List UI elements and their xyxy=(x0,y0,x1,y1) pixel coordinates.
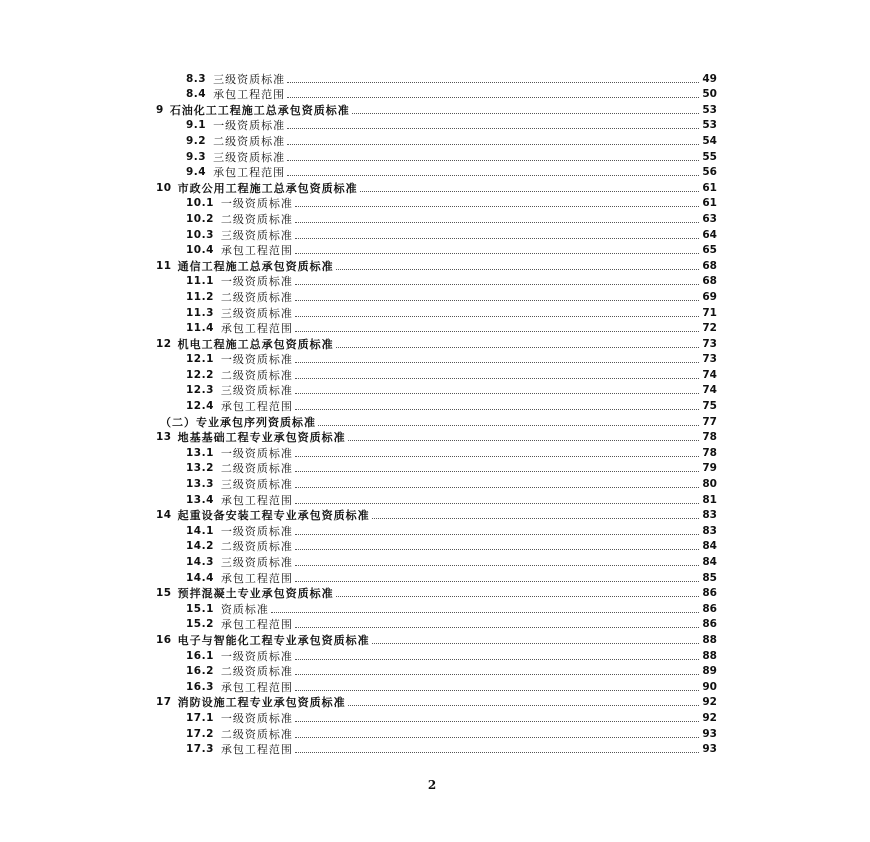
toc-entry-page-number: 53 xyxy=(702,103,717,116)
toc-subsection-entry[interactable] xyxy=(156,226,717,242)
toc-entry-title: 二级资质标准 xyxy=(220,727,293,741)
toc-entry-page-number: 83 xyxy=(702,524,717,537)
toc-entry-number: 9 xyxy=(156,103,164,116)
toc-subsection-entry[interactable] xyxy=(156,553,717,569)
toc-entry-page-number: 89 xyxy=(702,665,717,678)
dot-leader xyxy=(336,269,699,270)
toc-entry-number: 9.1 xyxy=(186,119,207,132)
toc-entry-number: 14.4 xyxy=(186,571,214,584)
toc-entry-number: 15.1 xyxy=(186,602,214,615)
dot-leader xyxy=(287,97,699,98)
toc-entry-title: 三级资质标准 xyxy=(220,384,293,398)
toc-entry-title: 一级资质标准 xyxy=(220,197,293,211)
toc-entry-title: 二级资质标准 xyxy=(220,368,293,382)
toc-entry-title: 预拌混凝土专业承包资质标准 xyxy=(177,587,334,601)
toc-subsection-entry[interactable] xyxy=(156,70,717,86)
toc-subsection-entry[interactable] xyxy=(156,288,717,304)
toc-entry-page-number: 88 xyxy=(702,633,717,646)
dot-leader xyxy=(318,425,699,426)
dot-leader xyxy=(295,487,699,488)
toc-entry-page-number: 79 xyxy=(702,462,717,475)
dot-leader xyxy=(295,690,699,691)
toc-section-entry[interactable] xyxy=(156,507,717,523)
toc-entry-title: 通信工程施工总承包资质标准 xyxy=(177,259,334,273)
toc-entry-page-number: 86 xyxy=(702,602,717,615)
toc-entry-title: 二级资质标准 xyxy=(213,134,286,148)
toc-subsection-entry[interactable] xyxy=(156,366,717,382)
dot-leader xyxy=(295,409,699,410)
dot-leader xyxy=(348,705,699,706)
toc-entry-number: 15.2 xyxy=(186,618,214,631)
toc-entry-title: 承包工程范围 xyxy=(213,166,286,180)
toc-entry-page-number: 86 xyxy=(702,618,717,631)
toc-subsection-entry[interactable] xyxy=(156,210,717,226)
toc-entry-number: 14 xyxy=(156,509,172,522)
toc-entry-page-number: 64 xyxy=(702,228,717,241)
toc-subsection-entry[interactable] xyxy=(156,491,717,507)
toc-section-entry[interactable] xyxy=(156,101,717,117)
toc-entry-page-number: 54 xyxy=(702,134,717,147)
toc-entry-number: 16.1 xyxy=(186,649,214,662)
toc-entry-page-number: 88 xyxy=(702,649,717,662)
toc-entry-number: 10.3 xyxy=(186,228,214,241)
toc-entry-title: 二级资质标准 xyxy=(220,212,293,226)
toc-entry-page-number: 56 xyxy=(702,166,717,179)
dot-leader xyxy=(295,206,699,207)
toc-subsection-entry[interactable] xyxy=(156,382,717,398)
page-number: 2 xyxy=(427,778,437,792)
dot-leader xyxy=(295,737,699,738)
dot-leader xyxy=(295,721,699,722)
toc-entry-title: 一级资质标准 xyxy=(220,353,293,367)
dot-leader xyxy=(295,456,699,457)
toc-entry-page-number: 85 xyxy=(702,571,717,584)
toc-entry-page-number: 63 xyxy=(702,212,717,225)
toc-entry-number: 12.3 xyxy=(186,384,214,397)
toc-subsection-entry[interactable] xyxy=(156,741,717,757)
toc-entry-title: 二级资质标准 xyxy=(220,665,293,679)
toc-entry-number: 17.1 xyxy=(186,711,214,724)
toc-entry-page-number: 92 xyxy=(702,696,717,709)
toc-entry-title: 一级资质标准 xyxy=(220,649,293,663)
toc-entry-title: 三级资质标准 xyxy=(220,556,293,569)
toc-entry-title: 二级资质标准 xyxy=(220,540,293,554)
toc-entry-page-number: 72 xyxy=(702,322,717,335)
toc-entry-page-number: 65 xyxy=(702,244,717,257)
toc-entry-title: 承包工程范围 xyxy=(220,322,293,336)
toc-entry-number: 13.4 xyxy=(186,493,214,506)
toc-entry-page-number: 55 xyxy=(702,150,717,163)
toc-subsection-entry[interactable] xyxy=(156,460,717,476)
toc-entry-page-number: 69 xyxy=(702,290,717,303)
toc-subsection-entry[interactable] xyxy=(156,538,717,554)
toc-entry-number: 11 xyxy=(156,259,172,272)
toc-entry-title: 二级资质标准 xyxy=(220,462,293,476)
toc-entry-title: 承包工程范围 xyxy=(220,680,293,694)
toc-entry-number: 11.3 xyxy=(186,306,214,319)
toc-subsection-entry[interactable] xyxy=(156,647,717,663)
toc-subsection-entry[interactable] xyxy=(156,351,717,367)
toc-entry-number: 8.3 xyxy=(186,72,207,85)
dot-leader xyxy=(287,128,699,129)
toc-entry-number: 16.3 xyxy=(186,680,214,693)
toc-entry-page-number: 50 xyxy=(702,88,717,101)
toc-entry-title: 一级资质标准 xyxy=(220,524,293,538)
dot-leader xyxy=(295,393,699,394)
toc-subsection-entry[interactable] xyxy=(156,709,717,725)
toc-entry-number: 14.1 xyxy=(186,524,214,537)
toc-entry-page-number: 77 xyxy=(702,415,717,428)
toc-section-entry[interactable] xyxy=(156,257,717,273)
toc-entry-number: 12 xyxy=(156,337,172,350)
dot-leader xyxy=(295,316,699,317)
toc-entry-page-number: 84 xyxy=(702,540,717,553)
toc-entry-title: 地基基础工程专业承包资质标准 xyxy=(177,431,346,445)
toc-entry-number: 16.2 xyxy=(186,665,214,678)
dot-leader xyxy=(295,659,699,660)
toc-entry-title: 起重设备安装工程专业承包资质标准 xyxy=(177,509,370,523)
toc-entry-title: 承包工程范围 xyxy=(220,493,293,507)
toc-subsection-entry[interactable] xyxy=(156,195,717,211)
dot-leader xyxy=(295,534,699,535)
dot-leader xyxy=(295,674,699,675)
dot-leader xyxy=(287,82,699,83)
toc-section-entry[interactable] xyxy=(156,335,717,351)
toc-subsection-entry[interactable] xyxy=(156,569,717,585)
toc-entry-number: 9.4 xyxy=(186,166,207,179)
toc-subsection-entry[interactable] xyxy=(156,678,717,694)
toc-entry-number: 14.2 xyxy=(186,540,214,553)
toc-entry-number: 14.3 xyxy=(186,556,214,568)
toc-entry-page-number: 81 xyxy=(702,493,717,506)
toc-entry-number: 13.3 xyxy=(186,478,214,491)
toc-subsection-entry[interactable] xyxy=(156,304,717,320)
toc-entry-title: 一级资质标准 xyxy=(220,275,293,289)
toc-entry-title: 机电工程施工总承包资质标准 xyxy=(177,337,334,351)
toc-entry-title: 一级资质标准 xyxy=(220,446,293,460)
dot-leader xyxy=(295,471,699,472)
toc-entry-title: 一级资质标准 xyxy=(220,711,293,725)
toc-entry-number: 12.1 xyxy=(186,353,214,366)
toc-entry-number: 17.3 xyxy=(186,743,214,756)
toc-subsection-entry[interactable] xyxy=(156,663,717,679)
toc-subsection-entry[interactable] xyxy=(156,148,717,164)
toc-subsection-entry[interactable] xyxy=(156,444,717,460)
toc-subsection-entry[interactable] xyxy=(156,242,717,258)
toc-section-entry[interactable] xyxy=(156,413,717,429)
toc-entry-page-number: 71 xyxy=(702,306,717,319)
toc-entry-number: 17.2 xyxy=(186,727,214,740)
dot-leader xyxy=(295,565,699,566)
toc-entry-page-number: 93 xyxy=(702,727,717,740)
dot-leader xyxy=(295,378,699,379)
toc-entry-title: 资质标准 xyxy=(220,602,269,616)
toc-subsection-entry[interactable] xyxy=(156,616,717,632)
toc-entry-title: 承包工程范围 xyxy=(220,244,293,258)
dot-leader xyxy=(336,347,699,348)
toc-section-entry[interactable] xyxy=(156,631,717,647)
dot-leader xyxy=(348,440,699,441)
toc-entry-title: 承包工程范围 xyxy=(220,400,293,414)
toc-entry-number: 13 xyxy=(156,431,172,444)
dot-leader xyxy=(360,191,699,192)
toc-section-entry[interactable] xyxy=(156,694,717,710)
toc-entry-title: 石油化工工程施工总承包资质标准 xyxy=(169,103,350,117)
toc-entry-page-number: 73 xyxy=(702,353,717,366)
toc-entry-number: 12.2 xyxy=(186,368,214,381)
toc-subsection-entry[interactable] xyxy=(156,117,717,133)
toc-entry-page-number: 84 xyxy=(702,556,717,568)
toc-section-entry[interactable] xyxy=(156,585,717,601)
dot-leader xyxy=(287,175,699,176)
toc-entry-page-number: 74 xyxy=(702,384,717,397)
toc-entry-title: 承包工程范围 xyxy=(220,571,293,585)
dot-leader xyxy=(295,752,699,753)
toc-entry-title: 承包工程范围 xyxy=(220,743,293,757)
toc-entry-number: 10.1 xyxy=(186,197,214,210)
toc-entry-page-number: 86 xyxy=(702,587,717,600)
toc-subsection-entry[interactable] xyxy=(156,132,717,148)
toc-entry-page-number: 53 xyxy=(702,119,717,132)
toc-entry-page-number: 61 xyxy=(702,181,717,194)
dot-leader xyxy=(295,222,699,223)
toc-entry-number: 8.4 xyxy=(186,88,207,101)
toc-entry-page-number: 93 xyxy=(702,743,717,756)
dot-leader xyxy=(295,362,699,363)
toc-subsection-entry[interactable] xyxy=(156,522,717,538)
toc-entry-page-number: 92 xyxy=(702,711,717,724)
dot-leader xyxy=(287,144,699,145)
toc-entry-title: 三级资质标准 xyxy=(213,150,286,164)
toc-subsection-entry[interactable] xyxy=(156,320,717,336)
toc-entry-page-number: 75 xyxy=(702,400,717,413)
dot-leader xyxy=(352,113,699,114)
toc-entry-number: 10.4 xyxy=(186,244,214,257)
toc-entry-number: 13.1 xyxy=(186,446,214,459)
toc-entry-title: 承包工程范围 xyxy=(220,618,293,632)
toc-entry-page-number: 90 xyxy=(702,680,717,693)
toc-entry-number: 9.3 xyxy=(186,150,207,163)
toc-subsection-entry[interactable] xyxy=(156,164,717,180)
toc-entry-number: 10.2 xyxy=(186,212,214,225)
toc-subsection-entry[interactable] xyxy=(156,86,717,102)
dot-leader xyxy=(271,612,699,613)
toc-subsection-entry[interactable] xyxy=(156,273,717,289)
toc-entry-title: 消防设施工程专业承包资质标准 xyxy=(177,696,346,710)
toc-section-entry[interactable] xyxy=(156,179,717,195)
toc-entry-number: 10 xyxy=(156,181,172,194)
dot-leader xyxy=(295,331,699,332)
toc-entry-title: 二级资质标准 xyxy=(220,290,293,304)
table-of-contents xyxy=(156,70,717,756)
toc-entry-page-number: 74 xyxy=(702,368,717,381)
toc-entry-number: 12.4 xyxy=(186,400,214,413)
toc-entry-page-number: 61 xyxy=(702,197,717,210)
dot-leader xyxy=(295,284,699,285)
toc-entry-number: 13.2 xyxy=(186,462,214,475)
toc-entry-page-number: 68 xyxy=(702,275,717,288)
toc-entry-number: 11.4 xyxy=(186,322,214,335)
dot-leader xyxy=(287,160,699,161)
toc-entry-number: 17 xyxy=(156,696,172,709)
dot-leader xyxy=(372,518,699,519)
toc-entry-page-number: 78 xyxy=(702,431,717,444)
toc-entry-number: 15 xyxy=(156,587,172,600)
toc-entry-number: 11.2 xyxy=(186,290,214,303)
toc-entry-title: 三级资质标准 xyxy=(213,72,286,86)
dot-leader xyxy=(295,549,699,550)
toc-subsection-entry[interactable] xyxy=(156,600,717,616)
toc-section-entry[interactable] xyxy=(156,429,717,445)
toc-entry-page-number: 78 xyxy=(702,446,717,459)
toc-entry-title: 电子与智能化工程专业承包资质标准 xyxy=(177,633,370,647)
toc-entry-title: 承包工程范围 xyxy=(213,88,286,102)
toc-entry-number: 16 xyxy=(156,633,172,646)
dot-leader xyxy=(295,300,699,301)
toc-entry-page-number: 68 xyxy=(702,259,717,272)
dot-leader xyxy=(295,253,699,254)
dot-leader xyxy=(295,503,699,504)
toc-entry-title: 市政公用工程施工总承包资质标准 xyxy=(177,181,358,195)
toc-subsection-entry[interactable] xyxy=(156,725,717,741)
toc-entry-page-number: 83 xyxy=(702,509,717,522)
toc-entry-page-number: 80 xyxy=(702,478,717,491)
toc-subsection-entry[interactable] xyxy=(156,397,717,413)
toc-entry-title: 一级资质标准 xyxy=(213,119,286,133)
toc-entry-title: 三级资质标准 xyxy=(220,306,293,320)
dot-leader xyxy=(295,238,699,239)
toc-entry-title: 三级资质标准 xyxy=(220,478,293,492)
toc-entry-number: 9.2 xyxy=(186,134,207,147)
toc-entry-title: （二）专业承包序列资质标准 xyxy=(160,415,316,429)
dot-leader xyxy=(295,581,699,582)
toc-subsection-entry[interactable] xyxy=(156,475,717,491)
dot-leader xyxy=(336,596,699,597)
toc-entry-page-number: 49 xyxy=(702,72,717,85)
toc-entry-page-number: 73 xyxy=(702,337,717,350)
dot-leader xyxy=(295,627,699,628)
dot-leader xyxy=(372,643,699,644)
toc-entry-title: 三级资质标准 xyxy=(220,228,293,242)
toc-entry-number: 11.1 xyxy=(186,275,214,288)
